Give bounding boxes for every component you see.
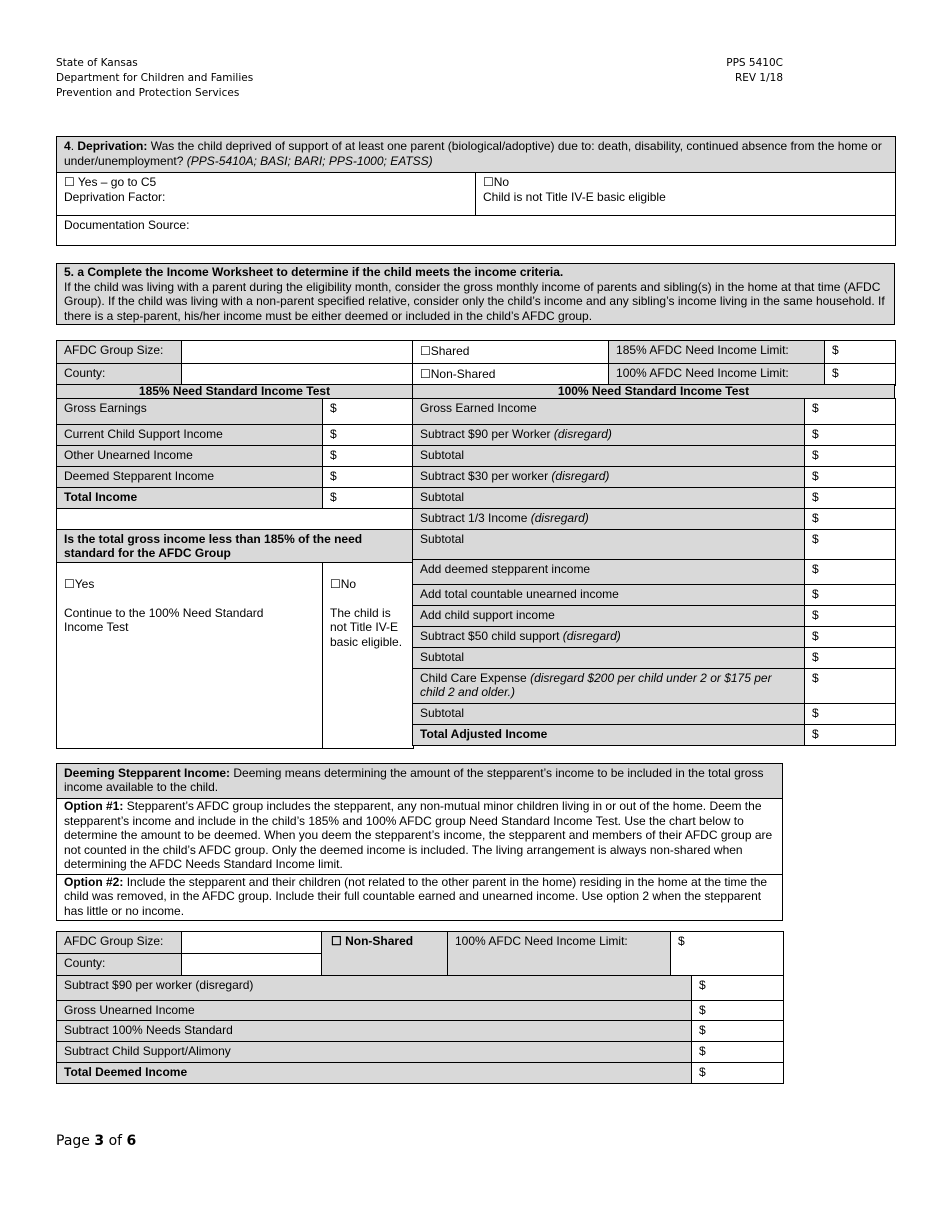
of-word: of xyxy=(108,1133,123,1149)
section-4-header: 4. Deprivation: Was the child deprived of support of at least one parent (biological/adoptive) due to: death, disability, continued absence from the home or under/unemployment? (PPS-5410A; BASI; BARI; PPS-1000; EATSS) xyxy=(57,137,896,173)
dollar-sign: $ xyxy=(832,366,839,380)
yes-185-checkbox[interactable]: ☐Yes xyxy=(64,577,95,591)
dollar-sign: $ xyxy=(812,562,819,576)
test-100-amount[interactable] xyxy=(805,530,896,560)
test-185-row-label: Gross Earnings xyxy=(57,399,323,425)
dollar-sign: $ xyxy=(330,490,337,504)
dollar-sign: $ xyxy=(812,608,819,622)
dollar-sign: $ xyxy=(812,706,819,720)
yes-checkbox[interactable]: ☐ Yes – go to C5 xyxy=(64,175,157,189)
limit-185-input[interactable] xyxy=(825,341,896,364)
option-1-label: Option #1: xyxy=(64,799,124,813)
deeming-non-shared-checkbox[interactable]: ☐ Non-Shared xyxy=(322,932,448,976)
deeming-row-label: Subtract 100% Needs Standard xyxy=(57,1021,692,1042)
section-4-question: Was the child deprived of support of at least one parent (biological/adoptive) due to: death, disability, continued absence from the home or under/unemployment? xyxy=(64,139,882,168)
deeming-row-amount[interactable] xyxy=(692,1021,784,1042)
form-number: PPS 5410C xyxy=(726,57,783,69)
deeming-intro: Deeming means determining the amount of the stepparent’s income to be included in the total gross income available to the child. xyxy=(64,766,764,794)
test-100-row-label: Total Adjusted Income xyxy=(413,725,805,746)
test-100-row-label: Subtotal xyxy=(413,704,805,725)
deeming-row-amount[interactable] xyxy=(692,976,784,1001)
test-100-amount[interactable] xyxy=(805,627,896,648)
county-label: County: xyxy=(57,364,182,386)
section-4-label: Deprivation: xyxy=(77,139,148,153)
agency-header xyxy=(56,56,253,101)
county-input[interactable] xyxy=(182,364,413,386)
test-185-row-label: Total Income xyxy=(57,488,323,509)
blank-row xyxy=(57,509,414,530)
dollar-sign: $ xyxy=(812,727,819,741)
dollar-sign: $ xyxy=(330,448,337,462)
test-100-amount[interactable] xyxy=(805,467,896,488)
limit-185-label: 185% AFDC Need Income Limit: xyxy=(609,341,825,364)
deeming-row-label: Subtract $90 per worker (disregard) xyxy=(57,976,692,1001)
total-pages: 6 xyxy=(126,1133,137,1149)
test-100-amount[interactable] xyxy=(805,399,896,425)
section-5-body: If the child was living with a parent during the eligibility month, consider the gross monthly income of parents and sibling(s) in the home at that time (AFDC Group). If the child was living with a non-parent specified relative, consider only the child’s income and any sibling’s income living in the same household. If there is a step-parent, his/her income must be either deemed or included in the child’s AFDC group. xyxy=(64,279,885,323)
deeming-row-amount[interactable] xyxy=(692,1001,784,1021)
page-word: Page xyxy=(56,1133,90,1149)
dollar-sign: $ xyxy=(832,343,839,357)
dollar-sign: $ xyxy=(330,401,337,415)
no-185-cell xyxy=(323,563,414,749)
test-185-amount[interactable] xyxy=(323,467,414,488)
test-100-amount[interactable] xyxy=(805,669,896,704)
dollar-sign: $ xyxy=(812,511,819,525)
deeming-county-label: County: xyxy=(57,954,182,976)
deprivation-factor-label: Deprivation Factor: xyxy=(64,189,166,204)
dollar-sign: $ xyxy=(812,532,819,546)
section-5-table xyxy=(56,263,895,325)
deeming-limit-label: 100% AFDC Need Income Limit: xyxy=(448,932,671,976)
deeming-row-label: Subtract Child Support/Alimony xyxy=(57,1042,692,1063)
test-100-row-label: Subtotal xyxy=(413,446,805,467)
section-4-table xyxy=(56,136,896,246)
page-number xyxy=(56,1133,136,1149)
deeming-row-amount[interactable] xyxy=(692,1042,784,1063)
test-100-row-label: Add child support income xyxy=(413,606,805,627)
test-185-row-label: Deemed Stepparent Income xyxy=(57,467,323,488)
test-100-amount[interactable] xyxy=(805,704,896,725)
section-4-reference: (PPS-5410A; BASI; BARI; PPS-1000; EATSS) xyxy=(186,153,433,168)
deeming-calc-table xyxy=(56,931,784,1084)
test-100-row-label: Subtract 1/3 Income (disregard) xyxy=(413,509,805,530)
test-100-title: 100% Need Standard Income Test xyxy=(412,384,895,399)
yes-185-note: Continue to the 100% Need Standard Income Test xyxy=(64,605,264,634)
test-100-amount[interactable] xyxy=(805,585,896,606)
limit-100-input[interactable] xyxy=(825,364,896,386)
form-revision: REV 1/18 xyxy=(734,72,783,84)
limit-100-label: 100% AFDC Need Income Limit: xyxy=(609,364,825,386)
header-division: Prevention and Protection Services xyxy=(56,87,240,99)
deeming-table xyxy=(56,763,783,921)
test-100-row-label: Subtract $30 per worker (disregard) xyxy=(413,467,805,488)
test-100-row-label: Add total countable unearned income xyxy=(413,585,805,606)
test-185-row-label: Current Child Support Income xyxy=(57,425,323,446)
option-1-text: Stepparent’s AFDC group includes the stepparent, any non-mutual minor children living in or out of the home. Deem the stepparent’s income and include in the child’s 185% and 100% AFDC group Need Standard Income Test. Use the chart below to determine the amount to be deemed. When you deem the stepparent’s income, the stepparent and members of their AFDC group are not counted in the child’s AFDC group. Only the deemed income is included. The living arrangement is always non-shared when determining the AFDC Needs Standard Income limit. xyxy=(64,799,773,871)
test-100-row-label: Subtotal xyxy=(413,488,805,509)
dollar-sign: $ xyxy=(812,427,819,441)
test-100-row-label: Subtract $50 child support (disregard) xyxy=(413,627,805,648)
test-100-row-label: Add deemed stepparent income xyxy=(413,560,805,585)
dollar-sign: $ xyxy=(812,469,819,483)
deeming-row-amount[interactable] xyxy=(692,1063,784,1084)
test-100-amount[interactable] xyxy=(805,425,896,446)
section-5-title: 5. a Complete the Income Worksheet to determine if the child meets the income criteria. xyxy=(64,265,564,279)
dollar-sign: $ xyxy=(699,1003,706,1017)
test-185-amount[interactable] xyxy=(323,488,414,509)
test-100-table xyxy=(412,398,896,746)
group-size-input[interactable] xyxy=(182,341,413,364)
documentation-source-field[interactable] xyxy=(57,216,896,246)
test-100-row-label: Subtract $90 per Worker (disregard) xyxy=(413,425,805,446)
current-page: 3 xyxy=(94,1133,105,1149)
test-100-row-label: Gross Earned Income xyxy=(413,399,805,425)
shared-checkbox[interactable]: ☐Shared xyxy=(413,341,609,364)
test-185-amount[interactable] xyxy=(323,399,414,425)
no-185-checkbox[interactable]: ☐No xyxy=(330,577,357,591)
dollar-sign: $ xyxy=(812,587,819,601)
option-2-label: Option #2: xyxy=(64,874,124,889)
dollar-sign: $ xyxy=(812,629,819,643)
deeming-county-input[interactable] xyxy=(182,954,322,976)
test-100-amount[interactable] xyxy=(805,446,896,467)
dollar-sign: $ xyxy=(812,650,819,664)
deeming-title: Deeming Stepparent Income: xyxy=(64,766,231,780)
dollar-sign: $ xyxy=(678,934,685,948)
no-checkbox[interactable]: ☐No xyxy=(483,175,510,189)
dollar-sign: $ xyxy=(812,490,819,504)
test-100-amount[interactable] xyxy=(805,560,896,585)
documentation-source-label: Documentation Source: xyxy=(64,218,190,232)
dollar-sign: $ xyxy=(330,427,337,441)
test-100-amount[interactable] xyxy=(805,725,896,746)
dollar-sign: $ xyxy=(812,671,819,685)
test-185-row-label: Other Unearned Income xyxy=(57,446,323,467)
test-185-amount[interactable] xyxy=(323,425,414,446)
dollar-sign: $ xyxy=(812,401,819,415)
option-2-text: Include the stepparent and their children (not related to the other parent in the home) residing in the home at the time the child was removed, in the AFDC group. Include their full countable earned and unearned income. Use option 2 when the stepparent has little or no income. xyxy=(64,874,768,918)
option-1 xyxy=(57,799,783,875)
deeming-group-size-input[interactable] xyxy=(182,932,322,954)
dollar-sign: $ xyxy=(699,1065,706,1079)
test-100-amount[interactable] xyxy=(805,606,896,627)
section-5-header xyxy=(57,264,895,325)
test-100-amount[interactable] xyxy=(805,648,896,669)
deeming-row-label: Total Deemed Income xyxy=(57,1063,692,1084)
form-id-header xyxy=(680,56,783,86)
test-100-row-label: Subtotal xyxy=(413,648,805,669)
header-state: State of Kansas xyxy=(56,57,138,69)
test-185-amount[interactable] xyxy=(323,446,414,467)
test-100-row-label: Child Care Expense (disregard $200 per child under 2 or $175 per child 2 and older.) xyxy=(413,669,805,704)
dollar-sign: $ xyxy=(699,1044,706,1058)
yes-cell xyxy=(57,173,476,216)
header-department: Department for Children and Families xyxy=(56,72,254,84)
income-worksheet xyxy=(56,340,896,386)
deeming-group-size-label: AFDC Group Size: xyxy=(57,932,182,954)
test-185-table xyxy=(56,398,414,749)
test-185-title: 185% Need Standard Income Test xyxy=(56,384,413,399)
test-100-amount[interactable] xyxy=(805,509,896,530)
dollar-sign: $ xyxy=(330,469,337,483)
group-size-label: AFDC Group Size: xyxy=(57,341,182,364)
non-shared-checkbox[interactable]: ☐Non-Shared xyxy=(413,364,609,386)
deeming-limit-input[interactable] xyxy=(671,932,784,976)
no-note: Child is not Title IV-E basic eligible xyxy=(483,189,666,204)
no-185-note: The child is not Title IV-E basic eligible. xyxy=(330,605,403,649)
dollar-sign: $ xyxy=(812,448,819,462)
deeming-header xyxy=(57,764,783,799)
test-100-amount[interactable] xyxy=(805,488,896,509)
question-185: Is the total gross income less than 185% of the need standard for the AFDC Group xyxy=(57,530,414,563)
no-cell xyxy=(476,173,896,216)
deeming-row-label: Gross Unearned Income xyxy=(57,1001,692,1021)
dollar-sign: $ xyxy=(699,1023,706,1037)
option-2 xyxy=(57,874,783,921)
test-100-row-label: Subtotal xyxy=(413,530,805,560)
dollar-sign: $ xyxy=(699,978,706,992)
yes-185-cell xyxy=(57,563,323,749)
section-4-number: 4 xyxy=(64,139,71,153)
